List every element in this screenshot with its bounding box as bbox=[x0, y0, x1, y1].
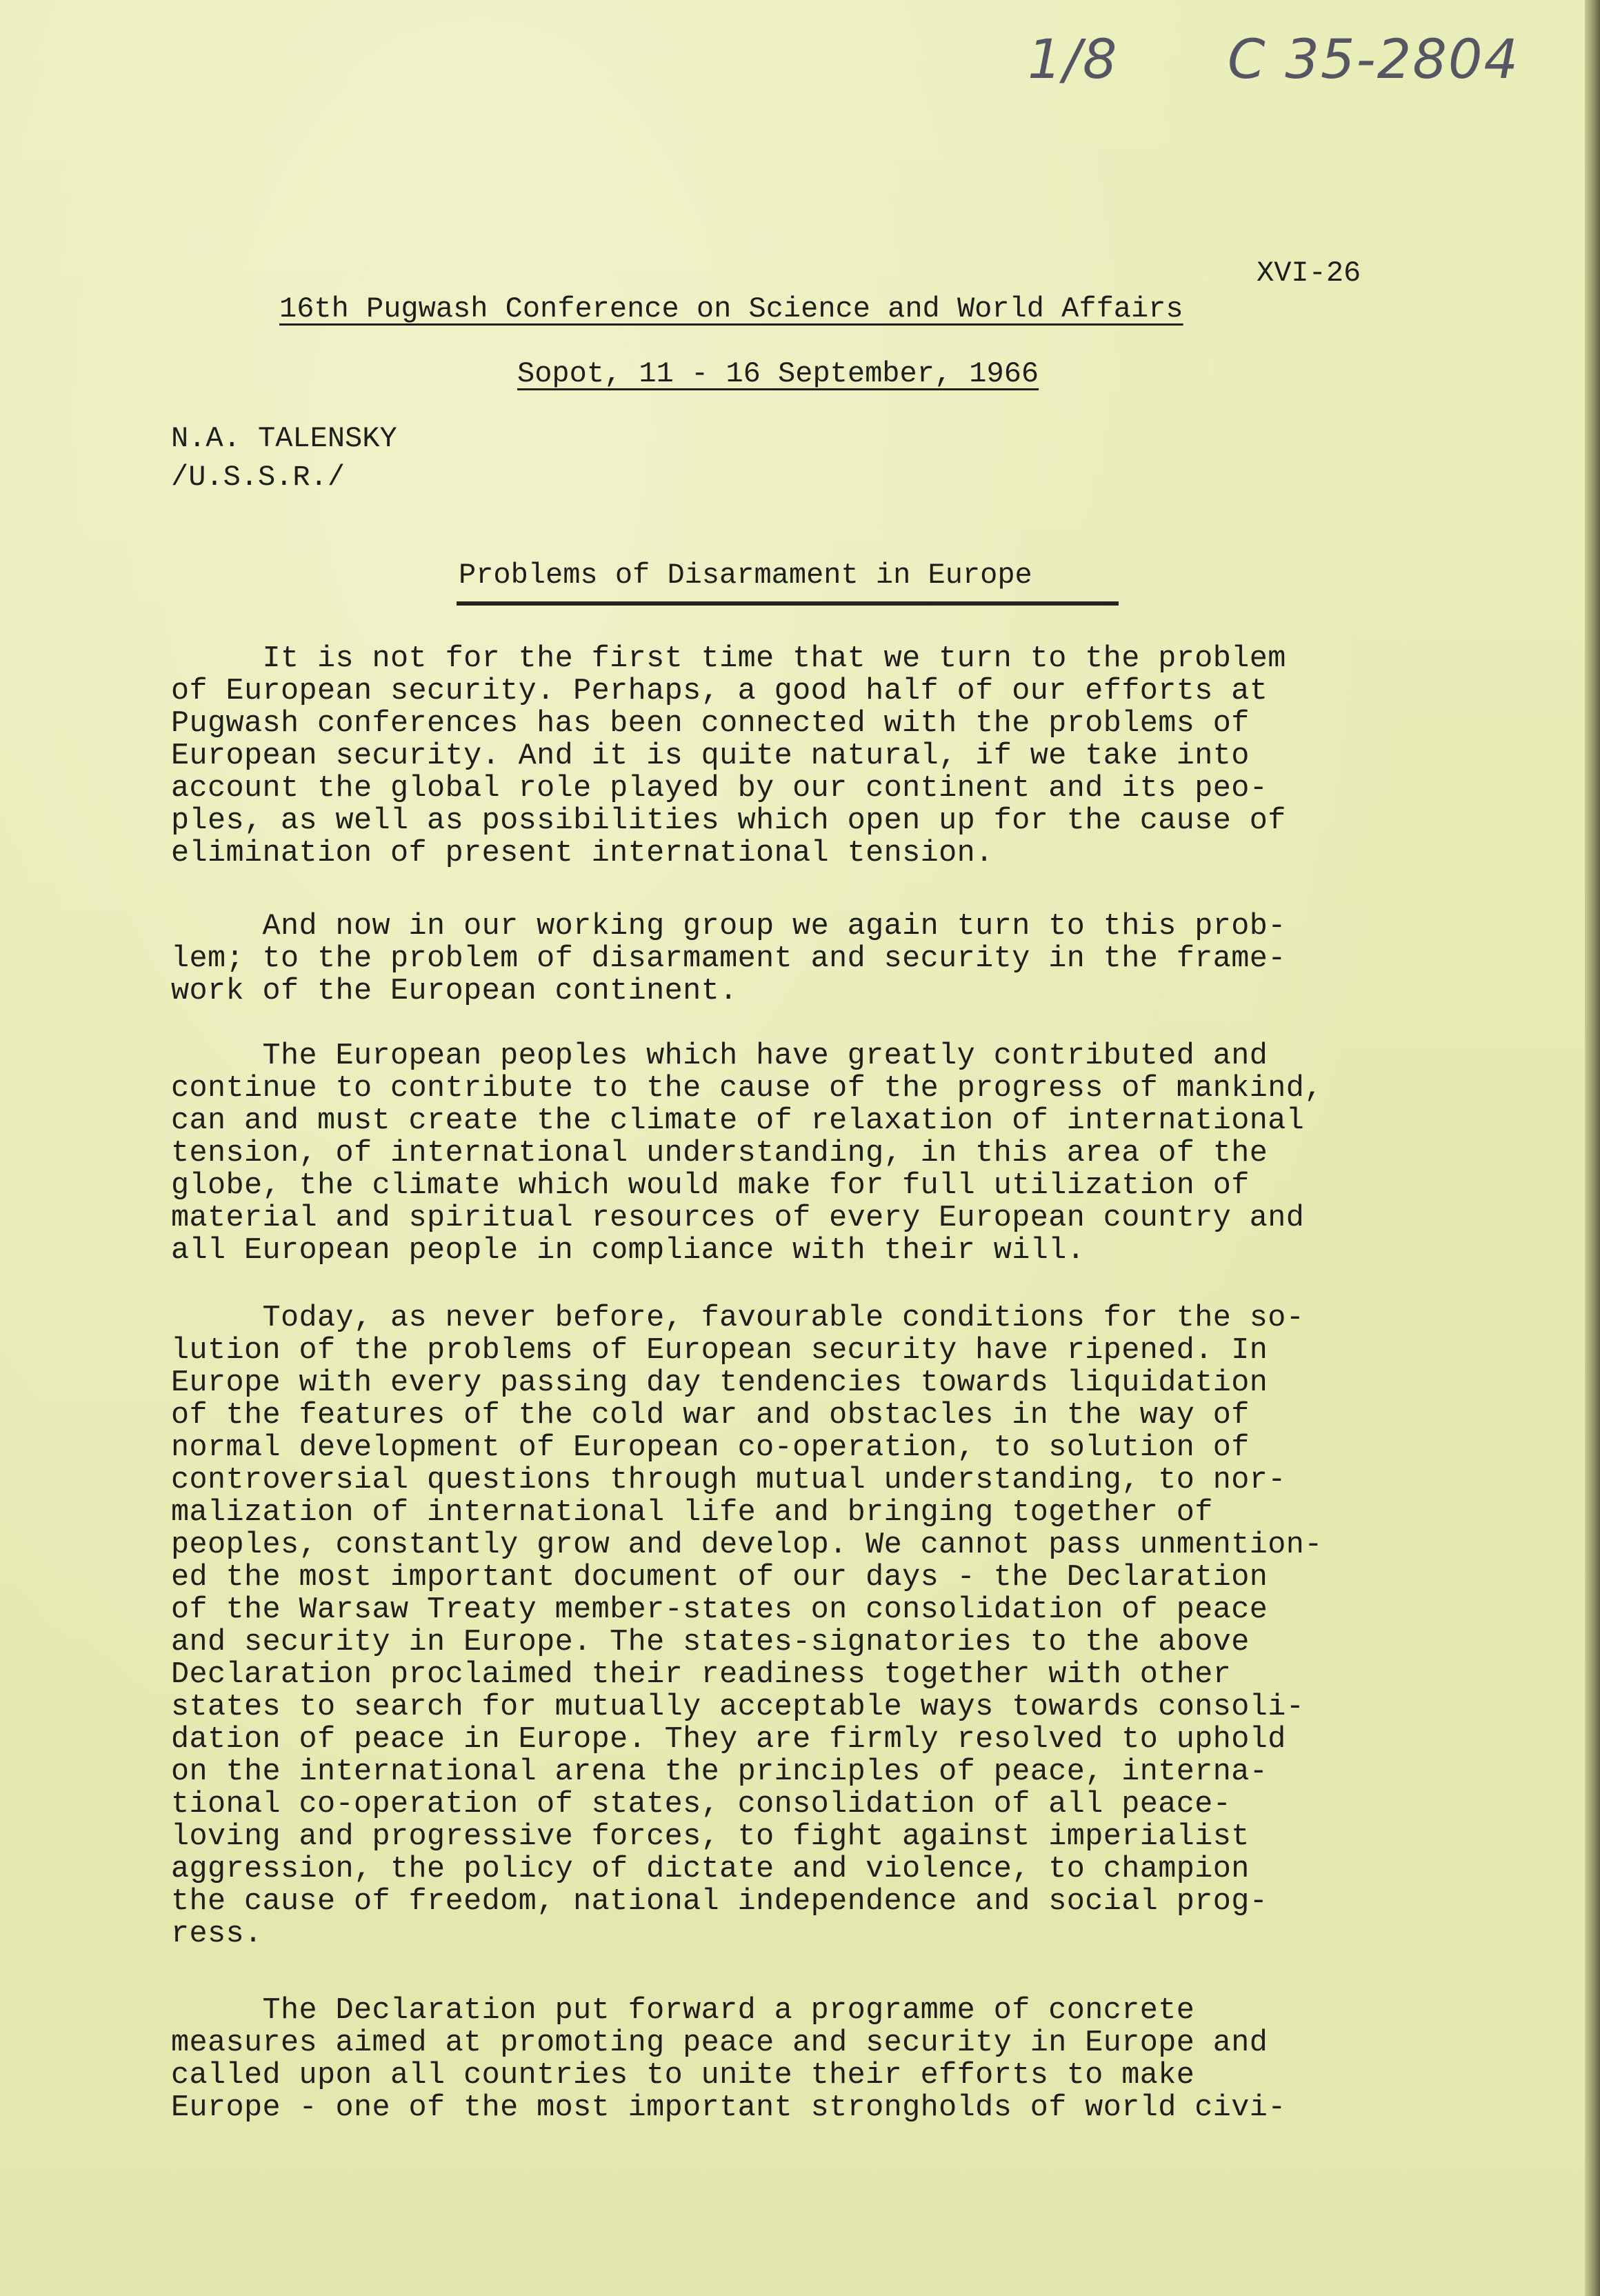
document-code: XVI-26 bbox=[1257, 257, 1361, 290]
paragraph-4: Today, as never before, favourable conditions for the so- lution of the problems of European security have ripened. In Europe with every passing day tendencies towards liquidation of the features of the cold war and obstacles in the way of normal development of European co-operation, to solution of controversial questions through mutual understanding, to nor- malization of international life and bringing together of peoples, constantly grow and develop. We cannot pass unmention- ed the most important document of our days - the Declaration of the Warsaw Treaty member-states on consolidation of peace and security in Europe. The states-signatories to the above Declaration proclaimed their readiness together with other states to search for mutually acceptable ways towards consoli- dation of peace in Europe. They are firmly resolved to uphold on the international arena the principles of peace, interna- tional co-operation of states, consolidation of all peace- loving and progressive forces, to fight against imperialist aggression, the policy of dictate and violence, to champion the cause of freedom, national independence and social prog- ress. bbox=[171, 1301, 1323, 1951]
page-edge-shadow bbox=[1585, 0, 1600, 2296]
place-date: Sopot, 11 - 16 September, 1966 bbox=[517, 357, 1039, 390]
paragraph-3: The European peoples which have greatly contributed and continue to contribute to the cause of the progress of mankind, can and must create the climate of relaxation of international tension, of international understanding, in this area of the globe, the climate which would make for full utilization of material and spiritual resources of every European country and all European people in compliance with their will. bbox=[171, 1039, 1323, 1268]
author-country: /U.S.S.R./ bbox=[171, 461, 346, 494]
handwritten-archive-code: C 35-2804 bbox=[1228, 29, 1520, 91]
place-date-heading bbox=[517, 357, 1039, 390]
paragraph-5: The Declaration put forward a programme of concrete measures aimed at promoting peace and security in Europe and called upon all countries to unite their efforts to make Europe - one of the most important strongholds of world civi- bbox=[171, 1994, 1286, 2125]
title-underline bbox=[457, 601, 1119, 606]
handwritten-page-number: 1/8 bbox=[1028, 29, 1119, 91]
conference-name: 16th Pugwash Conference on Science and World Affairs bbox=[279, 292, 1183, 326]
author-name: N.A. TALENSKY bbox=[171, 422, 397, 455]
conference-heading bbox=[279, 292, 1183, 326]
document-title: Problems of Disarmament in Europe bbox=[459, 559, 1032, 592]
paragraph-1: It is not for the first time that we turn to the problem of European security. Perhaps, a good half of our efforts at Pugwash conferences has been connected with the problems of European security. And it is quite natural, if we take into account the global role played by our continent and its peo- ples, as well as possibilities which open up for the cause of elimination of present international tension. bbox=[171, 642, 1286, 870]
paragraph-2: And now in our working group we again turn to this prob- lem; to the problem of disarmament and security in the frame- work of the European continent. bbox=[171, 910, 1286, 1008]
author-block bbox=[171, 419, 397, 497]
